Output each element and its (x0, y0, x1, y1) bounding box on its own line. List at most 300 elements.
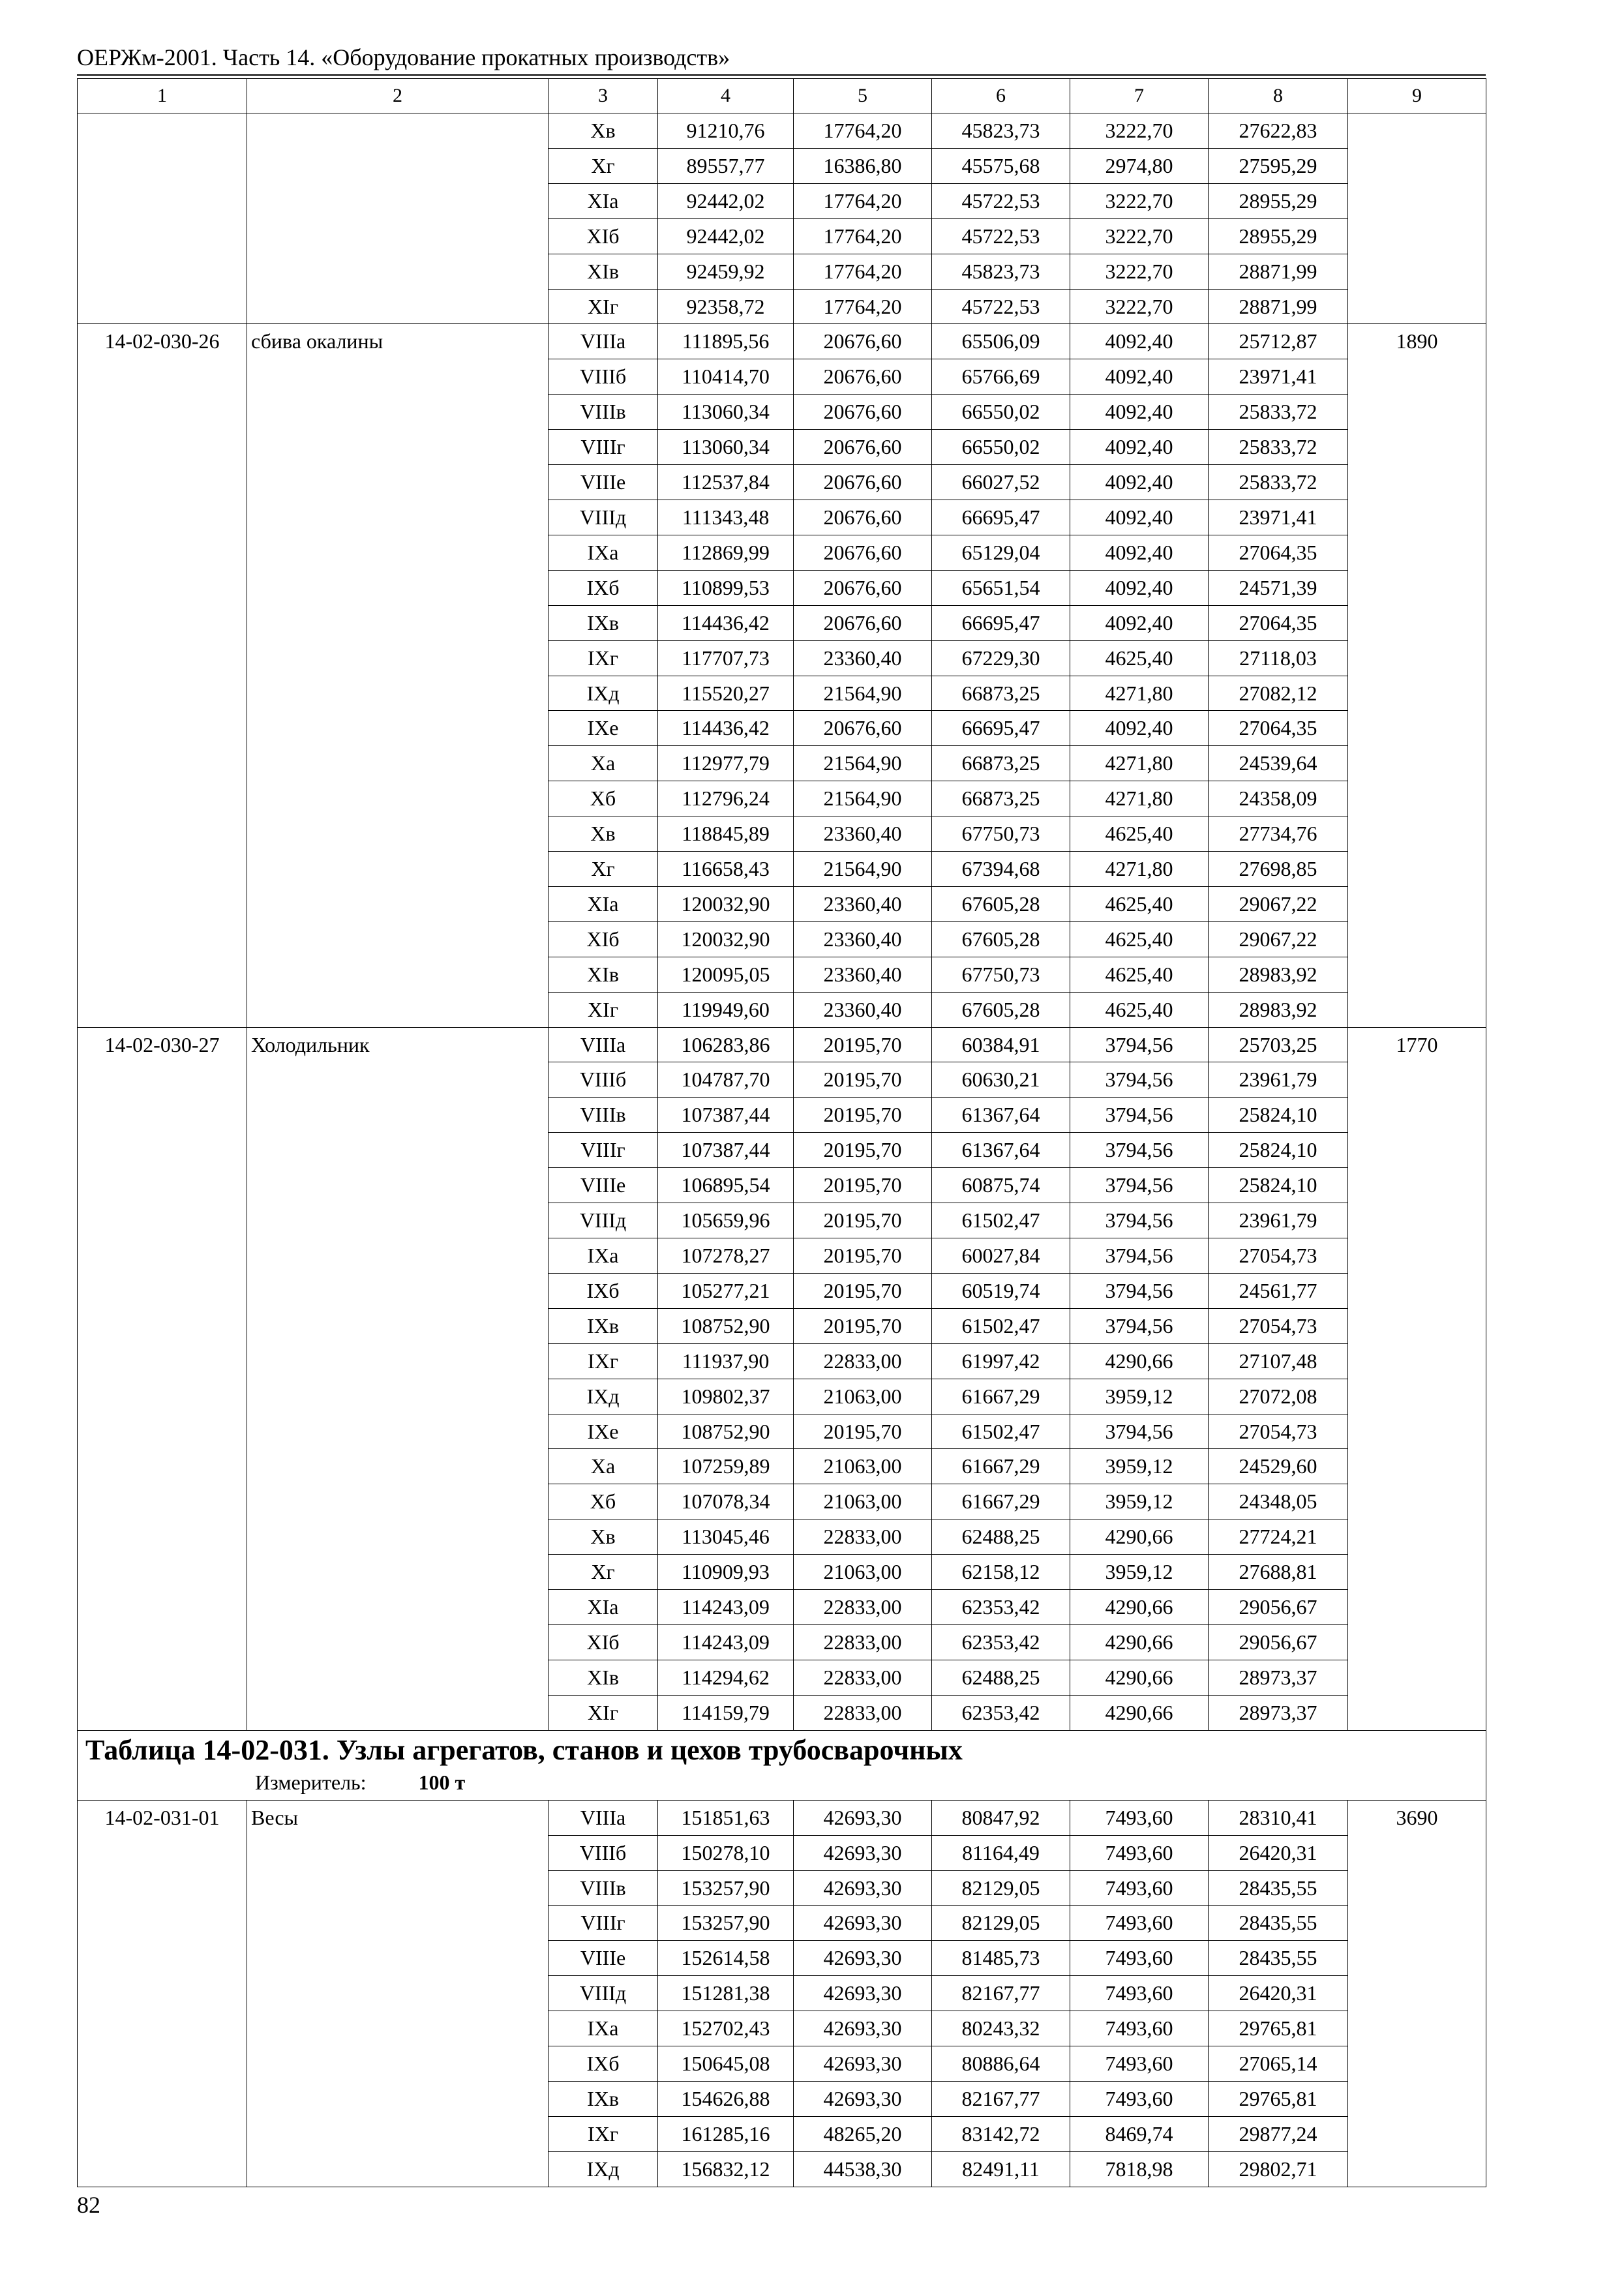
value-cell: 150278,10 (658, 1835, 794, 1870)
value-cell: 4290,66 (1070, 1519, 1209, 1555)
value-cell: 17764,20 (794, 289, 932, 324)
value-cell: 4271,80 (1070, 852, 1209, 887)
value-cell: 107278,27 (658, 1238, 794, 1274)
column-number: 7 (1070, 79, 1209, 113)
value-cell: 82167,77 (932, 1976, 1070, 2011)
value-cell: 120032,90 (658, 921, 794, 957)
value-cell: 29765,81 (1209, 2081, 1348, 2116)
value-cell: 7493,60 (1070, 1870, 1209, 1906)
value-cell: 151281,38 (658, 1976, 794, 2011)
table-title: Таблица 14-02-031. Узлы агрегатов, станов и цехов трубосварочных (85, 1733, 963, 1766)
value-cell: 119949,60 (658, 992, 794, 1027)
value-cell: 112869,99 (658, 535, 794, 570)
value-cell: 4625,40 (1070, 886, 1209, 921)
value-cell: 3794,56 (1070, 1238, 1209, 1274)
value-cell: 114294,62 (658, 1660, 794, 1695)
value-cell: 3794,56 (1070, 1098, 1209, 1133)
value-cell: 4625,40 (1070, 921, 1209, 957)
value-cell: 65506,09 (932, 324, 1070, 359)
value-cell: 62488,25 (932, 1519, 1070, 1555)
equipment-name: сбива окалины (247, 324, 549, 1027)
value-cell: 27107,48 (1209, 1343, 1348, 1379)
value-cell: 66873,25 (932, 746, 1070, 781)
col9-value: 1770 (1348, 1027, 1486, 1730)
value-cell: 60875,74 (932, 1168, 1070, 1203)
value-cell: 29067,22 (1209, 921, 1348, 957)
value-cell: 114436,42 (658, 711, 794, 746)
value-cell: 20676,60 (794, 395, 932, 430)
category-cell: Xг (549, 852, 658, 887)
value-cell: 20195,70 (794, 1098, 932, 1133)
value-cell: 22833,00 (794, 1695, 932, 1730)
value-cell: 42693,30 (794, 2046, 932, 2082)
category-cell: Xв (549, 113, 658, 149)
value-cell: 17764,20 (794, 254, 932, 289)
value-cell: 24539,64 (1209, 746, 1348, 781)
value-cell: 113060,34 (658, 430, 794, 465)
value-cell: 23971,41 (1209, 359, 1348, 395)
value-cell: 62158,12 (932, 1555, 1070, 1590)
value-cell: 106283,86 (658, 1027, 794, 1062)
category-cell: VIIIе (549, 1168, 658, 1203)
category-cell: VIIIа (549, 1027, 658, 1062)
value-cell: 151851,63 (658, 1800, 794, 1835)
value-cell: 80886,64 (932, 2046, 1070, 2082)
value-cell: 115520,27 (658, 676, 794, 711)
value-cell: 27622,83 (1209, 113, 1348, 149)
value-cell: 80847,92 (932, 1800, 1070, 1835)
value-cell: 20195,70 (794, 1308, 932, 1343)
value-cell: 25833,72 (1209, 465, 1348, 500)
value-cell: 80243,32 (932, 2011, 1070, 2046)
page-number: 82 (77, 2192, 100, 2218)
value-cell: 28983,92 (1209, 957, 1348, 992)
value-cell: 29877,24 (1209, 2116, 1348, 2151)
value-cell: 3959,12 (1070, 1449, 1209, 1484)
value-cell: 91210,76 (658, 113, 794, 149)
category-cell: IXб (549, 2046, 658, 2082)
value-cell: 27054,73 (1209, 1308, 1348, 1343)
value-cell: 20195,70 (794, 1414, 932, 1449)
table-row (78, 1027, 1486, 1062)
value-cell: 3222,70 (1070, 113, 1209, 149)
value-cell: 24358,09 (1209, 781, 1348, 816)
value-cell: 23961,79 (1209, 1203, 1348, 1238)
value-cell: 61367,64 (932, 1133, 1070, 1168)
category-cell: Xа (549, 746, 658, 781)
value-cell: 111895,56 (658, 324, 794, 359)
category-cell: VIIIв (549, 1098, 658, 1133)
value-cell: 27065,14 (1209, 2046, 1348, 2082)
value-cell: 21063,00 (794, 1379, 932, 1414)
value-cell: 67750,73 (932, 957, 1070, 992)
value-cell: 67229,30 (932, 640, 1070, 676)
category-cell: VIIIд (549, 500, 658, 535)
category-cell: Xг (549, 1555, 658, 1590)
value-cell: 3222,70 (1070, 218, 1209, 254)
value-cell: 4092,40 (1070, 430, 1209, 465)
value-cell: 28435,55 (1209, 1941, 1348, 1976)
value-cell: 21564,90 (794, 676, 932, 711)
value-cell: 110414,70 (658, 359, 794, 395)
value-cell: 17764,20 (794, 183, 932, 218)
category-cell: VIIIд (549, 1203, 658, 1238)
table-row (78, 113, 1486, 149)
value-cell: 61367,64 (932, 1098, 1070, 1133)
category-cell: XIб (549, 921, 658, 957)
value-cell: 28983,92 (1209, 992, 1348, 1027)
value-cell: 105277,21 (658, 1273, 794, 1308)
value-cell: 25703,25 (1209, 1027, 1348, 1062)
category-cell: IXв (549, 1308, 658, 1343)
value-cell: 21564,90 (794, 781, 932, 816)
category-cell: IXг (549, 1343, 658, 1379)
value-cell: 20195,70 (794, 1203, 932, 1238)
value-cell: 112977,79 (658, 746, 794, 781)
value-cell: 66873,25 (932, 781, 1070, 816)
col9-value: 1890 (1348, 324, 1486, 1027)
value-cell: 3222,70 (1070, 183, 1209, 218)
value-cell: 82129,05 (932, 1870, 1070, 1906)
category-cell: Xг (549, 148, 658, 183)
value-cell: 22833,00 (794, 1343, 932, 1379)
value-cell: 4290,66 (1070, 1660, 1209, 1695)
value-cell: 3794,56 (1070, 1168, 1209, 1203)
category-cell: XIа (549, 886, 658, 921)
value-cell: 7493,60 (1070, 1906, 1209, 1941)
category-cell: XIг (549, 289, 658, 324)
value-cell: 4092,40 (1070, 605, 1209, 640)
category-cell: IXд (549, 676, 658, 711)
value-cell: 111343,48 (658, 500, 794, 535)
value-cell: 4271,80 (1070, 781, 1209, 816)
value-cell: 42693,30 (794, 1976, 932, 2011)
column-number: 5 (794, 79, 932, 113)
category-cell: IXг (549, 2116, 658, 2151)
value-cell: 8469,74 (1070, 2116, 1209, 2151)
value-cell: 27734,76 (1209, 816, 1348, 852)
value-cell: 20676,60 (794, 535, 932, 570)
value-cell: 27118,03 (1209, 640, 1348, 676)
value-cell: 27595,29 (1209, 148, 1348, 183)
value-cell: 27724,21 (1209, 1519, 1348, 1555)
value-cell: 7493,60 (1070, 1941, 1209, 1976)
value-cell: 21063,00 (794, 1449, 932, 1484)
value-cell: 20676,60 (794, 500, 932, 535)
value-cell: 107078,34 (658, 1484, 794, 1519)
value-cell: 152702,43 (658, 2011, 794, 2046)
unit-label: Измеритель: (255, 1770, 367, 1794)
value-cell: 28973,37 (1209, 1695, 1348, 1730)
value-cell: 83142,72 (932, 2116, 1070, 2151)
value-cell: 113060,34 (658, 395, 794, 430)
value-cell: 67605,28 (932, 886, 1070, 921)
value-cell: 92459,92 (658, 254, 794, 289)
category-cell: IXд (549, 1379, 658, 1414)
value-cell: 42693,30 (794, 1870, 932, 1906)
value-cell: 112537,84 (658, 465, 794, 500)
category-cell: IXа (549, 535, 658, 570)
unit-value: 100 т (418, 1770, 466, 1794)
value-cell: 27064,35 (1209, 535, 1348, 570)
value-cell: 67394,68 (932, 852, 1070, 887)
value-cell: 20195,70 (794, 1168, 932, 1203)
value-cell: 21564,90 (794, 852, 932, 887)
value-cell: 28955,29 (1209, 218, 1348, 254)
value-cell: 29802,71 (1209, 2151, 1348, 2187)
value-cell: 48265,20 (794, 2116, 932, 2151)
value-cell: 21063,00 (794, 1484, 932, 1519)
value-cell: 45722,53 (932, 218, 1070, 254)
value-cell: 23360,40 (794, 992, 932, 1027)
value-cell: 3794,56 (1070, 1308, 1209, 1343)
value-cell: 60630,21 (932, 1062, 1070, 1098)
rate-code (78, 113, 247, 324)
value-cell: 114243,09 (658, 1624, 794, 1660)
value-cell: 4092,40 (1070, 465, 1209, 500)
value-cell: 4290,66 (1070, 1590, 1209, 1625)
unit-line (85, 1769, 1478, 1796)
value-cell: 29056,67 (1209, 1624, 1348, 1660)
value-cell: 27698,85 (1209, 852, 1348, 887)
column-number: 2 (247, 79, 549, 113)
value-cell: 62353,42 (932, 1695, 1070, 1730)
category-cell: IXа (549, 2011, 658, 2046)
column-number: 9 (1348, 79, 1486, 113)
value-cell: 114436,42 (658, 605, 794, 640)
value-cell: 24348,05 (1209, 1484, 1348, 1519)
table-row (78, 1800, 1486, 1835)
value-cell: 4092,40 (1070, 535, 1209, 570)
value-cell: 42693,30 (794, 2011, 932, 2046)
value-cell: 27688,81 (1209, 1555, 1348, 1590)
value-cell: 7493,60 (1070, 2081, 1209, 2116)
value-cell: 23360,40 (794, 957, 932, 992)
value-cell: 7818,98 (1070, 2151, 1209, 2187)
category-cell: VIIIг (549, 430, 658, 465)
value-cell: 16386,80 (794, 148, 932, 183)
value-cell: 23360,40 (794, 816, 932, 852)
value-cell: 2974,80 (1070, 148, 1209, 183)
value-cell: 110899,53 (658, 570, 794, 605)
equipment-name: Холодильник (247, 1027, 549, 1730)
value-cell: 117707,73 (658, 640, 794, 676)
table-031-title (78, 1730, 1486, 1800)
value-cell: 24571,39 (1209, 570, 1348, 605)
value-cell: 66695,47 (932, 711, 1070, 746)
value-cell: 61997,42 (932, 1343, 1070, 1379)
value-cell: 20676,60 (794, 324, 932, 359)
value-cell: 62353,42 (932, 1624, 1070, 1660)
category-cell: VIIIг (549, 1906, 658, 1941)
value-cell: 61502,47 (932, 1203, 1070, 1238)
page-header: ОЕРЖм-2001. Часть 14. «Оборудование прокатных производств» (77, 44, 730, 70)
value-cell: 27072,08 (1209, 1379, 1348, 1414)
value-cell: 120032,90 (658, 886, 794, 921)
value-cell: 27054,73 (1209, 1238, 1348, 1274)
value-cell: 62353,42 (932, 1590, 1070, 1625)
category-cell: VIIIв (549, 1870, 658, 1906)
value-cell: 45722,53 (932, 183, 1070, 218)
value-cell: 3959,12 (1070, 1555, 1209, 1590)
category-cell: IXг (549, 640, 658, 676)
category-cell: VIIIе (549, 1941, 658, 1976)
value-cell: 3794,56 (1070, 1203, 1209, 1238)
value-cell: 28871,99 (1209, 254, 1348, 289)
category-cell: XIв (549, 957, 658, 992)
value-cell: 4290,66 (1070, 1624, 1209, 1660)
value-cell: 25833,72 (1209, 430, 1348, 465)
category-cell: XIв (549, 1660, 658, 1695)
value-cell: 4290,66 (1070, 1343, 1209, 1379)
category-cell: VIIIа (549, 1800, 658, 1835)
value-cell: 118845,89 (658, 816, 794, 852)
value-cell: 22833,00 (794, 1519, 932, 1555)
value-cell: 66873,25 (932, 676, 1070, 711)
value-cell: 21564,90 (794, 746, 932, 781)
value-cell: 25824,10 (1209, 1168, 1348, 1203)
value-cell: 42693,30 (794, 1906, 932, 1941)
value-cell: 60384,91 (932, 1027, 1070, 1062)
value-cell: 153257,90 (658, 1906, 794, 1941)
value-cell: 27064,35 (1209, 711, 1348, 746)
value-cell: 3794,56 (1070, 1133, 1209, 1168)
value-cell: 106895,54 (658, 1168, 794, 1203)
value-cell: 110909,93 (658, 1555, 794, 1590)
value-cell: 154626,88 (658, 2081, 794, 2116)
category-cell: XIб (549, 1624, 658, 1660)
col9-value: 3690 (1348, 1800, 1486, 2187)
value-cell: 66550,02 (932, 430, 1070, 465)
value-cell: 3959,12 (1070, 1379, 1209, 1414)
value-cell: 44538,30 (794, 2151, 932, 2187)
value-cell: 4625,40 (1070, 992, 1209, 1027)
category-cell: IXв (549, 2081, 658, 2116)
category-cell: IXб (549, 1273, 658, 1308)
value-cell: 25712,87 (1209, 324, 1348, 359)
value-cell: 4092,40 (1070, 570, 1209, 605)
value-cell: 67750,73 (932, 816, 1070, 852)
value-cell: 42693,30 (794, 1941, 932, 1976)
category-cell: XIг (549, 1695, 658, 1730)
value-cell: 104787,70 (658, 1062, 794, 1098)
value-cell: 81485,73 (932, 1941, 1070, 1976)
value-cell: 20676,60 (794, 711, 932, 746)
value-cell: 62488,25 (932, 1660, 1070, 1695)
value-cell: 20676,60 (794, 605, 932, 640)
value-cell: 60519,74 (932, 1273, 1070, 1308)
category-cell: IXа (549, 1238, 658, 1274)
value-cell: 42693,30 (794, 2081, 932, 2116)
value-cell: 27054,73 (1209, 1414, 1348, 1449)
category-cell: Xб (549, 781, 658, 816)
value-cell: 45823,73 (932, 113, 1070, 149)
value-cell: 65766,69 (932, 359, 1070, 395)
value-cell: 3959,12 (1070, 1484, 1209, 1519)
category-cell: Xв (549, 1519, 658, 1555)
value-cell: 22833,00 (794, 1590, 932, 1625)
category-cell: VIIIб (549, 359, 658, 395)
value-cell: 29056,67 (1209, 1590, 1348, 1625)
value-cell: 82491,11 (932, 2151, 1070, 2187)
column-number-row (78, 79, 1486, 113)
value-cell: 61667,29 (932, 1449, 1070, 1484)
value-cell: 107259,89 (658, 1449, 794, 1484)
value-cell: 111937,90 (658, 1343, 794, 1379)
value-cell: 42693,30 (794, 1835, 932, 1870)
value-cell: 28871,99 (1209, 289, 1348, 324)
value-cell: 107387,44 (658, 1098, 794, 1133)
value-cell: 20195,70 (794, 1027, 932, 1062)
equipment-name (247, 113, 549, 324)
value-cell: 4092,40 (1070, 359, 1209, 395)
value-cell: 23360,40 (794, 921, 932, 957)
value-cell: 25824,10 (1209, 1133, 1348, 1168)
value-cell: 20676,60 (794, 570, 932, 605)
value-cell: 28435,55 (1209, 1906, 1348, 1941)
value-cell: 22833,00 (794, 1660, 932, 1695)
value-cell: 17764,20 (794, 218, 932, 254)
value-cell: 4092,40 (1070, 711, 1209, 746)
value-cell: 4092,40 (1070, 500, 1209, 535)
value-cell: 108752,90 (658, 1308, 794, 1343)
equipment-name: Весы (247, 1800, 549, 2187)
value-cell: 66550,02 (932, 395, 1070, 430)
value-cell: 7493,60 (1070, 2046, 1209, 2082)
value-cell: 26420,31 (1209, 1976, 1348, 2011)
value-cell: 3222,70 (1070, 254, 1209, 289)
value-cell: 3794,56 (1070, 1062, 1209, 1098)
category-cell: XIа (549, 183, 658, 218)
category-cell: VIIIг (549, 1133, 658, 1168)
category-cell: IXе (549, 1414, 658, 1449)
value-cell: 61667,29 (932, 1484, 1070, 1519)
value-cell: 24529,60 (1209, 1449, 1348, 1484)
value-cell: 114243,09 (658, 1590, 794, 1625)
value-cell: 4290,66 (1070, 1695, 1209, 1730)
value-cell: 92358,72 (658, 289, 794, 324)
value-cell: 4271,80 (1070, 676, 1209, 711)
category-cell: Xб (549, 1484, 658, 1519)
value-cell: 28973,37 (1209, 1660, 1348, 1695)
category-cell: IXд (549, 2151, 658, 2187)
category-cell: IXв (549, 605, 658, 640)
value-cell: 7493,60 (1070, 2011, 1209, 2046)
value-cell: 45575,68 (932, 148, 1070, 183)
category-cell: VIIIд (549, 1976, 658, 2011)
category-cell: VIIIб (549, 1062, 658, 1098)
value-cell: 29765,81 (1209, 2011, 1348, 2046)
value-cell: 120095,05 (658, 957, 794, 992)
category-cell: XIб (549, 218, 658, 254)
value-cell: 3794,56 (1070, 1414, 1209, 1449)
value-cell: 89557,77 (658, 148, 794, 183)
value-cell: 61667,29 (932, 1379, 1070, 1414)
value-cell: 26420,31 (1209, 1835, 1348, 1870)
value-cell: 4625,40 (1070, 957, 1209, 992)
value-cell: 3794,56 (1070, 1273, 1209, 1308)
value-cell: 24561,77 (1209, 1273, 1348, 1308)
value-cell: 17764,20 (794, 113, 932, 149)
column-number: 6 (932, 79, 1070, 113)
value-cell: 66695,47 (932, 500, 1070, 535)
value-cell: 23360,40 (794, 640, 932, 676)
value-cell: 67605,28 (932, 921, 1070, 957)
value-cell: 7493,60 (1070, 1835, 1209, 1870)
category-cell: IXе (549, 711, 658, 746)
rate-code: 14-02-030-27 (78, 1027, 247, 1730)
table-row (78, 324, 1486, 359)
